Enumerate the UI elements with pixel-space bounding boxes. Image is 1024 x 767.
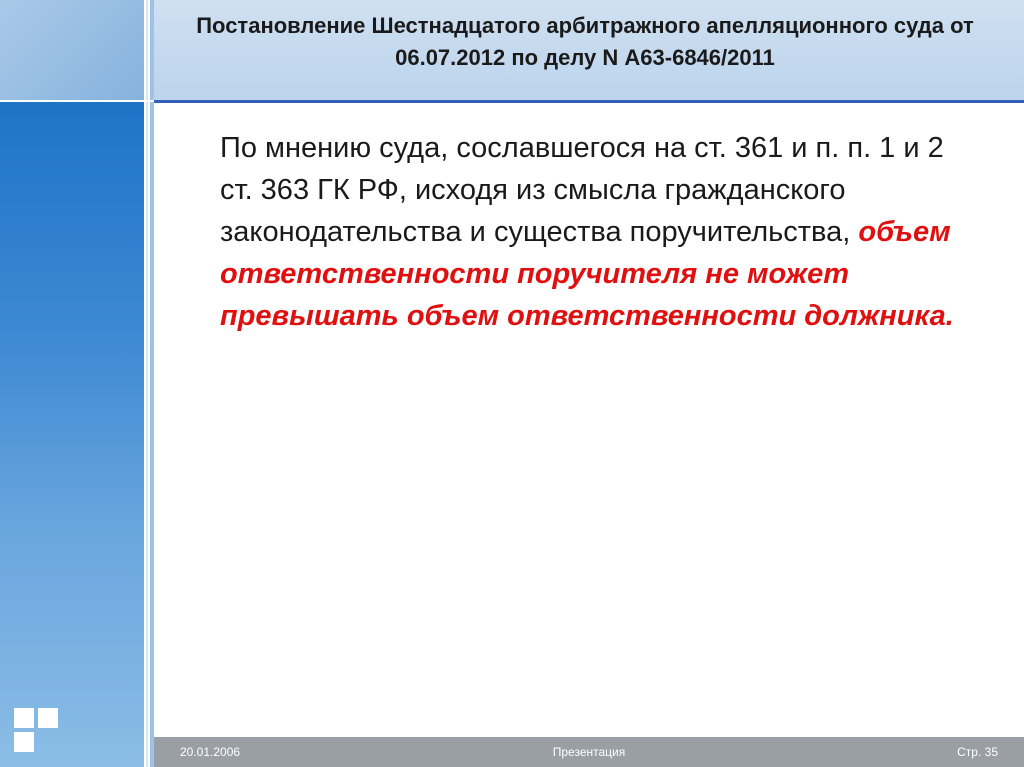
footer-page-number: Стр. 35 <box>957 745 998 759</box>
body-emphasis-text: объем ответственности поручителя не может превышать объем ответственности должника. <box>220 216 954 332</box>
page-title: Постановление Шестнадцатого арбитражного апелляционного суда от 06.07.2012 по делу N А63-6846/2011 <box>196 13 974 70</box>
footer-bar <box>154 737 1024 767</box>
squares-logo-icon <box>14 708 60 754</box>
slide-body-text <box>220 127 980 337</box>
sidebar-top-panel <box>0 0 144 100</box>
sidebar-divider <box>144 0 154 767</box>
body-plain-text: По мнению суда, сославшегося на ст. 361 и п. п. 1 и 2 ст. 363 ГК РФ, исходя из смысла гражданского законодательства и существа поручительства, <box>220 132 944 248</box>
sidebar-panel <box>0 100 144 767</box>
header-divider-light <box>0 100 154 102</box>
footer-date: 20.01.2006 <box>180 745 241 759</box>
header-divider <box>154 100 1024 103</box>
footer-title: Презентация <box>552 745 626 759</box>
